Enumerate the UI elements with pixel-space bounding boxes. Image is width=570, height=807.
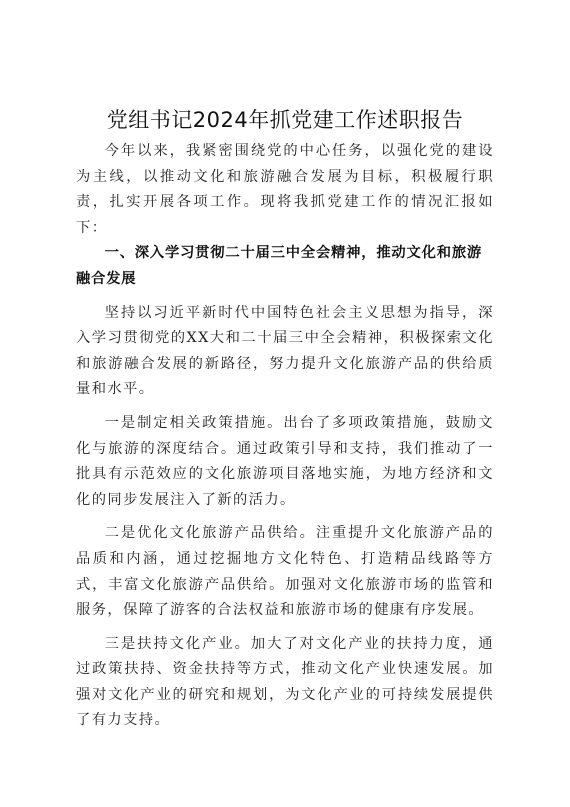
spacer [76,624,494,632]
spacer [76,293,494,301]
body-paragraph-2: 一是制定相关政策措施。出台了多项政策措施，鼓励文化与旅游的深度结合。通过政策引导和支持，我们推动了一批具有示范效应的文化旅游项目落地实施，为地方经济和文化的同步发展注入了新的活力。 [76,414,494,508]
spacer [76,513,494,521]
document-body [76,139,494,734]
spacer [76,403,494,411]
document-title: 党组书记2024年抓党建工作述职报告 [106,108,464,132]
body-paragraph-4: 三是扶持文化产业。加大了对文化产业的扶持力度，通过政策扶持、资金扶持等方式，推动文化产业快速发展。加强对文化产业的研究和规划，为文化产业的可持续发展提供了有力支持。 [76,635,494,729]
body-paragraph-1: 坚持以习近平新时代中国特色社会主义思想为指导，深入学习贯彻党的XX大和二十届三中全会精神，积极探索文化和旅游融合发展的新路径，努力提升文化旅游产品的供给质量和水平。 [76,304,494,398]
intro-paragraph: 今年以来，我紧密围绕党的中心任务，以强化党的建设为主线，以推动文化和旅游融合发展为目标，积极履行职责，扎实开展各项工作。现将我抓党建工作的情况汇报如下： [76,143,494,236]
section-heading: 一、深入学习贯彻二十届三中全会精神，推动文化和旅游融合发展 [76,245,483,287]
body-paragraph-3: 二是优化文化旅游产品供给。注重提升文化旅游产品的品质和内涵，通过挖掘地方文化特色、打造精品线路等方式，丰富文化旅游产品供给。加强对文化旅游市场的监管和服务，保障了游客的合法权益和旅游市场的健康有序发展。 [76,525,494,619]
